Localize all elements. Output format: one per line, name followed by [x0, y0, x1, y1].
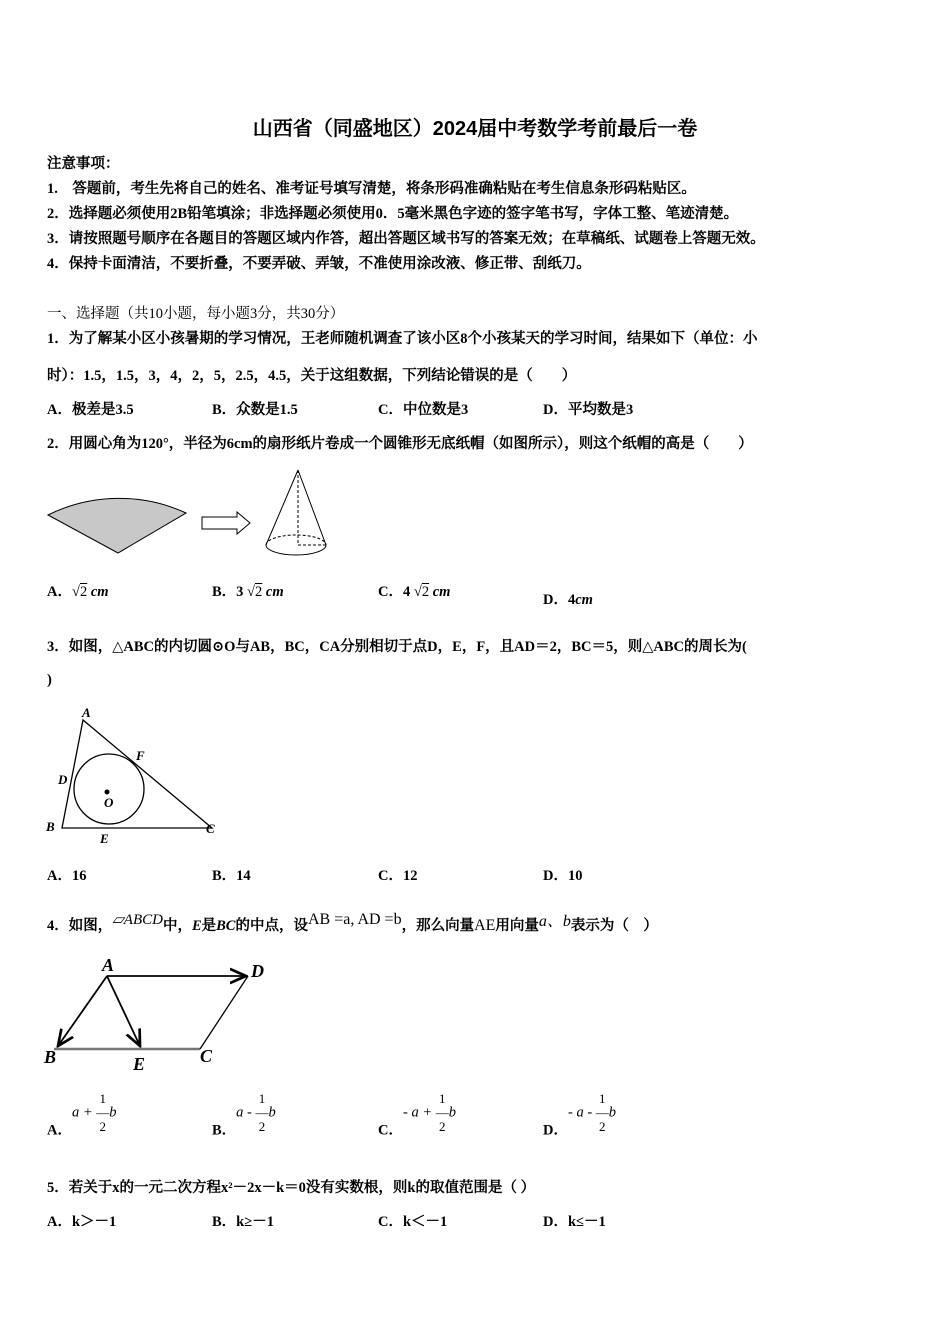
q3-option-b: B．14 [212, 868, 251, 884]
q1-option-a: A．极差是3.5 [47, 402, 134, 418]
q3-option-c: C．12 [378, 868, 418, 884]
q4-text: 4．如图，▱ABCD中，E是BC的中点，设AB =a, AD =b，那么向量AE用向量a、b表示为（ ） [47, 911, 658, 934]
sector-shape [48, 498, 186, 553]
label-c: C [200, 1046, 213, 1066]
q4-figure [40, 950, 280, 1080]
q4-option-a: A．a + 1 — 2b [47, 1091, 117, 1139]
label-b: B [44, 1047, 57, 1067]
q3-text: 3．如图，△ABC的内切圆⊙O与AB，BC，CA分别相切于点D，E，F，且AD＝2，BC＝5，则△ABC的周长为( [47, 639, 747, 655]
q5-option-a: A．k＞－1 [47, 1214, 117, 1230]
arrow-icon [202, 512, 250, 534]
q2-figure [40, 465, 340, 565]
label-e: E [133, 1054, 146, 1074]
q5-option-b: B．k≥－1 [212, 1214, 274, 1230]
note-item: 2．选择题必须使用2B铅笔填涂；非选择题必须使用0．5毫米黑色字迹的签字笔书写，字体工整、笔迹清楚。 [47, 206, 739, 222]
q4-option-b: B．a - 1 — 2b [212, 1091, 276, 1139]
q1-option-c: C．中位数是3 [378, 402, 469, 418]
q4-option-d: D．- a - 1 — 2b [543, 1091, 617, 1139]
q4-option-c: C．- a + 1 — 2b [378, 1091, 456, 1139]
label-b: B [46, 819, 55, 834]
q1-option-b: B．众数是1.5 [212, 402, 298, 418]
q3-text: ) [47, 672, 52, 688]
cone-shape [266, 470, 326, 555]
q2-option-b: B．3 √2 cm [212, 584, 284, 600]
note-item: 1. 答题前，考生先将自己的姓名、准考证号填写清楚，将条形码准确粘贴在考生信息条形码粘贴区。 [47, 181, 696, 197]
q3-option-d: D．10 [543, 868, 583, 884]
label-d: D [58, 772, 68, 787]
q3-option-a: A．16 [47, 868, 87, 884]
label-o: O [104, 795, 114, 810]
q2-text: 2．用圆心角为120°，半径为6cm的扇形纸片卷成一个圆锥形无底纸帽（如图所示），则这个纸帽的高是（ ） [47, 436, 753, 452]
q5-option-d: D．k≤－1 [543, 1214, 606, 1230]
notes-heading: 注意事项： [47, 156, 120, 172]
q3-figure [40, 700, 230, 850]
q1-option-d: D．平均数是3 [543, 402, 634, 418]
section-heading: 一、选择题（共10小题，每小题3分，共30分） [47, 306, 345, 322]
q1-text: 时）：1.5，1.5，3，4，2，5，2.5，4.5，关于这组数据，下列结论错误的是（ ） [47, 368, 577, 384]
label-f: F [136, 748, 145, 763]
q5-option-c: C．k＜－1 [378, 1214, 448, 1230]
label-a: A [82, 705, 91, 720]
q1-text: 1．为了解某小区小孩暑期的学习情况，王老师随机调查了该小区8个小孩某天的学习时间，结果如下（单位：小 [47, 331, 758, 347]
q2-option-a: A．√2 cm [47, 584, 109, 600]
note-item: 3．请按照题号顺序在各题目的答题区域内作答，超出答题区域书写的答案无效；在草稿纸、试题卷上答题无效。 [47, 231, 765, 247]
note-item: 4．保持卡面清洁，不要折叠，不要弄破、弄皱，不准使用涂改液、修正带、刮纸刀。 [47, 256, 591, 272]
q5-text: 5．若关于x的一元二次方程x²－2x－k＝0没有实数根，则k的取值范围是（ ） [47, 1180, 536, 1196]
q2-option-c: C．4 √2 cm [378, 584, 451, 600]
label-d: D [251, 961, 264, 981]
q2-option-d: D．4cm [543, 592, 593, 608]
label-c: C [206, 821, 215, 836]
page-title: 山西省（同盛地区）2024届中考数学考前最后一卷 [252, 118, 698, 140]
label-e: E [100, 831, 109, 846]
label-a: A [102, 955, 115, 975]
